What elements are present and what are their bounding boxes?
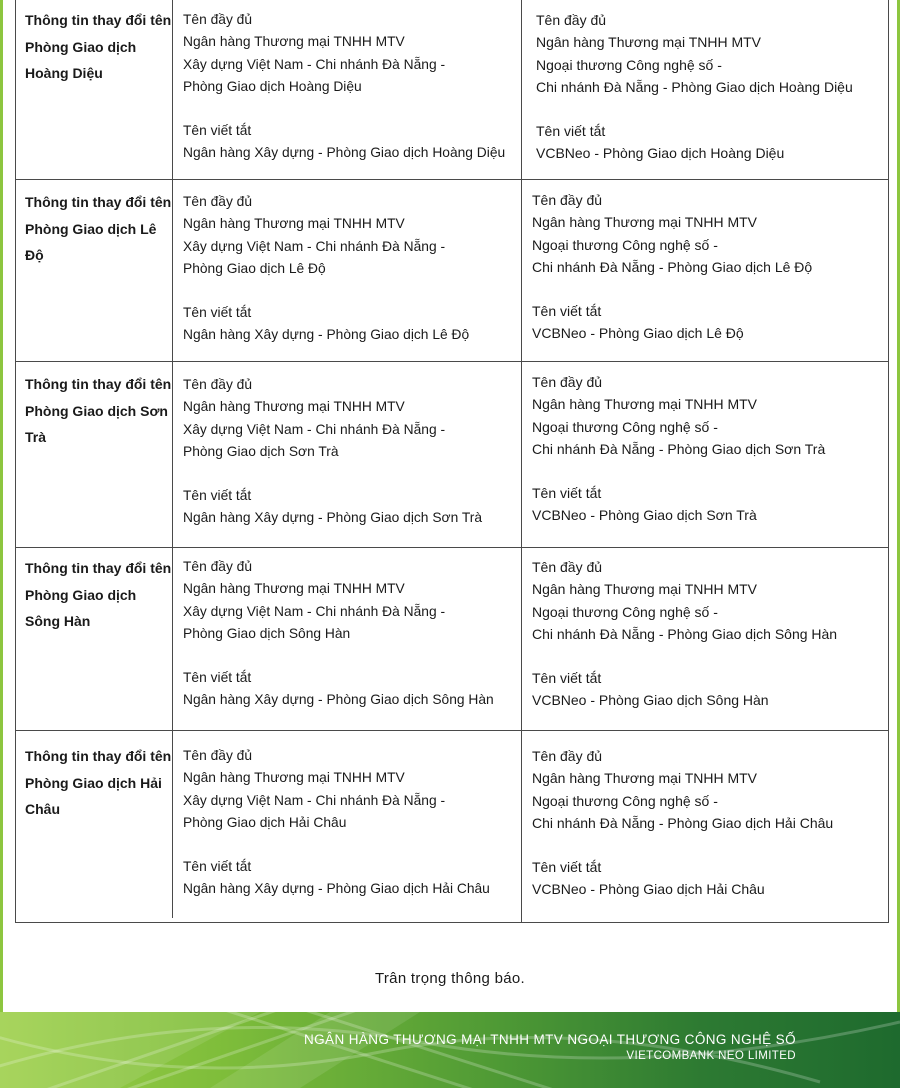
full-name-line: Xây dựng Việt Nam - Chi nhánh Đà Nẵng - [183,603,446,619]
new-name-cell [532,556,837,712]
full-name-title: Tên đầy đủ [532,374,603,390]
short-name-title: Tên viết tắt [183,859,252,875]
full-name-line: Ngoại thương Công nghệ số - [536,56,722,73]
table-row [16,731,888,922]
full-name-line: Chi nhánh Đà Nẵng - Phòng Giao dịch Hoàng Diệu [536,78,853,95]
full-name-line: Chi nhánh Đà Nẵng - Phòng Giao dịch Sơn Trà [532,440,826,457]
footer-banner [0,1012,900,1088]
short-name-title: Tên viết tắt [183,123,252,139]
full-name-line: Ngân hàng Thương mại TNHH MTV [183,581,405,597]
old-name-cell [183,374,482,530]
short-name-value: VCBNeo - Phòng Giao dịch Sông Hàn [532,692,769,709]
old-name-cell [183,9,505,165]
full-name-line: Ngân hàng Thương mại TNHH MTV [183,399,405,415]
full-name-line: Ngân hàng Thương mại TNHH MTV [536,34,762,51]
full-name-line: Chi nhánh Đà Nẵng - Phòng Giao dịch Hải Châu [532,814,834,831]
full-name-line: Phòng Giao dịch Hải Châu [183,814,347,830]
closing-remark: Trân trọng thông báo. [374,970,525,987]
short-name-value: Ngân hàng Xây dựng - Phòng Giao dịch Hải Châu [183,881,490,897]
short-name-value: VCBNeo - Phòng Giao dịch Sơn Trà [532,507,757,524]
short-name-value: VCBNeo - Phòng Giao dịch Lê Độ [532,325,744,342]
old-name-cell [183,745,490,901]
short-name-value: VCBNeo - Phòng Giao dịch Hải Châu [532,881,765,898]
short-name-value: Ngân hàng Xây dựng - Phòng Giao dịch Lê Độ [183,327,470,343]
footer-bank-english-name: VIETCOMBANK NEO LIMITED [626,1050,796,1062]
row-label: Thông tin thay đổi tên Phòng Giao dịch Sơn Trà [25,376,172,445]
full-name-line: Ngân hàng Thương mại TNHH MTV [532,770,758,787]
old-name-cell [183,556,494,712]
short-name-title: Tên viết tắt [183,305,252,321]
short-name-title: Tên viết tắt [532,303,602,320]
full-name-line: Ngoại thương Công nghệ số - [532,418,718,435]
full-name-line: Chi nhánh Đà Nẵng - Phòng Giao dịch Lê Độ [532,258,813,275]
full-name-title: Tên đầy đủ [532,748,603,764]
row-label: Thông tin thay đổi tên Phòng Giao dịch Hoàng Diệu [25,12,172,81]
full-name-line: Ngân hàng Thương mại TNHH MTV [532,396,758,413]
full-name-title: Tên đầy đủ [183,559,253,574]
full-name-line: Ngoại thương Công nghệ số - [532,603,718,620]
old-name-cell [183,191,469,347]
full-name-line: Ngân hàng Thương mại TNHH MTV [183,216,405,232]
full-name-line: Ngân hàng Thương mại TNHH MTV [183,34,405,50]
full-name-line: Ngoại thương Công nghệ số - [532,236,718,253]
full-name-line: Phòng Giao dịch Sông Hàn [183,625,351,641]
full-name-line: Phòng Giao dịch Sơn Trà [183,443,339,459]
new-name-cell [536,9,853,165]
short-name-title: Tên viết tắt [532,485,602,502]
full-name-line: Xây dựng Việt Nam - Chi nhánh Đà Nẵng - [183,238,446,254]
short-name-value: Ngân hàng Xây dựng - Phòng Giao dịch Hoàng Diệu [183,145,506,161]
full-name-line: Ngân hàng Thương mại TNHH MTV [532,581,758,598]
full-name-line: Ngoại thương Công nghệ số - [532,792,718,809]
full-name-line: Xây dựng Việt Nam - Chi nhánh Đà Nẵng - [183,421,446,437]
table-row [16,548,888,731]
full-name-title: Tên đầy đủ [183,377,253,392]
short-name-title: Tên viết tắt [183,670,252,686]
short-name-value: Ngân hàng Xây dựng - Phòng Giao dịch Sông Hàn [183,692,494,708]
row-label: Thông tin thay đổi tên Phòng Giao dịch Sông Hàn [25,560,172,629]
footer-bank-name: NGÂN HÀNG THƯƠNG MẠI TNHH MTV NGOẠI THƯƠNG CÔNG NGHỆ SỐ [304,1032,796,1047]
table-row [16,362,888,548]
full-name-title: Tên đầy đủ [536,12,607,28]
full-name-line: Phòng Giao dịch Lê Độ [183,260,326,276]
short-name-title: Tên viết tắt [532,670,602,687]
short-name-title: Tên viết tắt [532,859,602,876]
table-row [16,0,888,180]
full-name-line: Xây dựng Việt Nam - Chi nhánh Đà Nẵng - [183,56,446,72]
row-label: Thông tin thay đổi tên Phòng Giao dịch Lê Độ [25,194,172,263]
short-name-title: Tên viết tắt [536,123,606,140]
new-name-cell [532,371,825,527]
full-name-title: Tên đầy đủ [183,12,253,27]
short-name-title: Tên viết tắt [183,488,252,504]
short-name-value: VCBNeo - Phòng Giao dịch Hoàng Diệu [536,145,785,162]
full-name-title: Tên đầy đủ [532,192,603,208]
table-row [16,180,888,362]
full-name-title: Tên đầy đủ [183,748,253,763]
full-name-line: Ngân hàng Thương mại TNHH MTV [183,770,405,786]
full-name-line: Xây dựng Việt Nam - Chi nhánh Đà Nẵng - [183,792,446,808]
new-name-cell [532,745,833,901]
full-name-title: Tên đầy đủ [532,559,603,575]
full-name-title: Tên đầy đủ [183,194,253,209]
new-name-cell [532,189,812,345]
branch-rename-table [15,0,889,923]
row-label: Thông tin thay đổi tên Phòng Giao dịch Hải Châu [25,748,172,817]
short-name-value: Ngân hàng Xây dựng - Phòng Giao dịch Sơn Trà [183,510,483,526]
full-name-line: Ngân hàng Thương mại TNHH MTV [532,214,758,231]
full-name-line: Phòng Giao dịch Hoàng Diệu [183,78,362,94]
full-name-line: Chi nhánh Đà Nẵng - Phòng Giao dịch Sông Hàn [532,625,838,642]
